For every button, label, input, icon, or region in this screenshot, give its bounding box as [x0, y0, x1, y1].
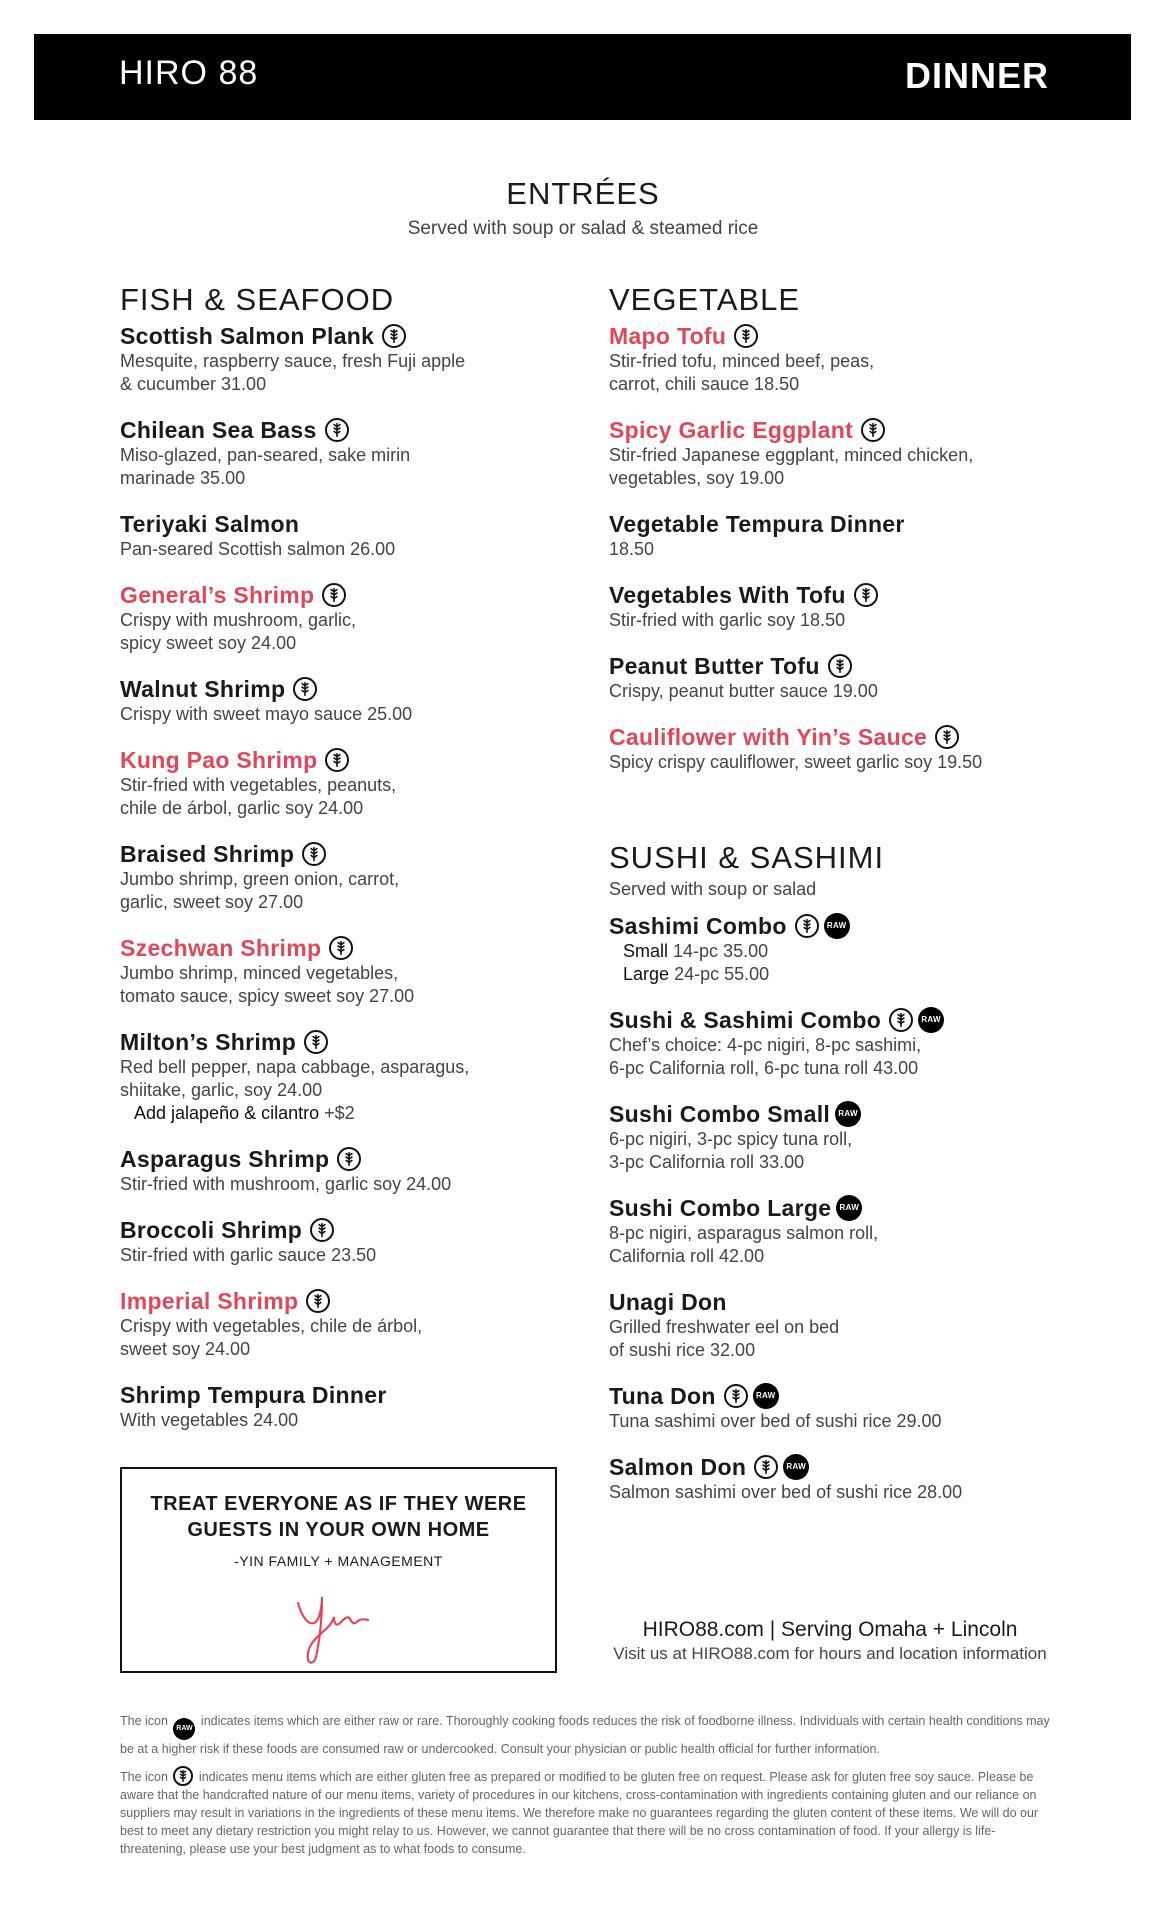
- menu-item: [609, 1194, 1079, 1268]
- gluten-free-icon: [795, 914, 819, 938]
- menu-item-title: Tuna Don: [609, 1383, 716, 1409]
- menu-item-description: 6-pc nigiri, 3-pc spicy tuna roll, 3-pc California roll 33.00: [609, 1129, 853, 1172]
- raw-icon: RAW: [836, 1195, 862, 1221]
- menu-item-title: Braised Shrimp: [120, 841, 295, 867]
- menu-item-title: Mapo Tofu: [609, 323, 727, 349]
- raw-icon: RAW: [753, 1383, 779, 1409]
- menu-item: [120, 510, 590, 561]
- menu-item: [609, 1382, 1079, 1433]
- menu-item-description: Stir-fried with garlic sauce 23.50: [120, 1245, 377, 1265]
- addon-price: +$2: [324, 1103, 355, 1123]
- gluten-free-icon: [382, 324, 406, 348]
- gluten-free-icon: [337, 1147, 361, 1171]
- entrees-subtitle: Served with soup or salad & steamed rice: [407, 218, 759, 239]
- sushi-subtitle: Served with soup or salad: [609, 879, 817, 899]
- menu-item: [609, 723, 1079, 774]
- brand-name: HIRO 88: [119, 54, 259, 92]
- menu-item-name: [609, 1006, 1079, 1034]
- menu-item-description: Stir-fried with mushroom, garlic soy 24.00: [120, 1174, 452, 1194]
- meal-label: DINNER: [904, 55, 1049, 96]
- menu-item-title: Salmon Don: [609, 1454, 747, 1480]
- menu-item-name: [609, 581, 1079, 609]
- menu-item: [609, 912, 1079, 986]
- menu-item: [120, 840, 590, 914]
- menu-item-name: [609, 1194, 1079, 1222]
- menu-item-name: [609, 652, 1079, 680]
- menu-item-title: General’s Shrimp: [120, 582, 315, 608]
- menu-item-title: Sushi & Sashimi Combo: [609, 1007, 882, 1033]
- menu-item-name: [120, 675, 590, 703]
- menu-item-description: Salmon sashimi over bed of sushi rice 28.00: [609, 1482, 963, 1502]
- menu-item-description: Crispy with vegetables, chile de árbol, sweet soy 24.00: [120, 1316, 423, 1359]
- size-label: Small: [623, 941, 669, 961]
- menu-item-title: Sushi Combo Large: [609, 1195, 832, 1221]
- menu-item-name: [120, 1287, 590, 1315]
- gluten-free-icon: [304, 1030, 328, 1054]
- menu-item-description: Tuna sashimi over bed of sushi rice 29.00: [609, 1411, 942, 1431]
- menu-item-name: [609, 912, 1079, 940]
- gluten-free-icon: [302, 842, 326, 866]
- menu-item: [120, 1216, 590, 1267]
- menu-item: [120, 1381, 590, 1432]
- menu-item-name: [609, 1382, 1079, 1410]
- menu-item-description: With vegetables 24.00: [120, 1410, 299, 1430]
- gluten-free-icon: [854, 583, 878, 607]
- gluten-free-icon: [828, 654, 852, 678]
- menu-item-title: Chilean Sea Bass: [120, 417, 317, 443]
- menu-item: [609, 510, 1079, 561]
- menu-item: [609, 1288, 1079, 1362]
- menu-item: [609, 581, 1079, 632]
- menu-item-description: Jumbo shrimp, green onion, carrot, garlic, sweet soy 27.00: [120, 869, 400, 912]
- menu-item-name: [609, 1100, 1079, 1128]
- menu-item-title: Szechwan Shrimp: [120, 935, 322, 961]
- menu-item-name: [609, 1453, 1079, 1481]
- gluten-free-icon: [889, 1008, 913, 1032]
- menu-item: [609, 1006, 1079, 1080]
- menu-item-description: Red bell pepper, napa cabbage, asparagus, shiitake, garlic, soy 24.00: [120, 1057, 470, 1100]
- menu-item-name: [609, 1288, 1079, 1316]
- menu-item-name: [120, 1028, 590, 1056]
- menu-item-name: [120, 840, 590, 868]
- menu-item-name: [120, 322, 590, 350]
- menu-item-title: Walnut Shrimp: [120, 676, 286, 702]
- menu-item: [120, 1028, 590, 1125]
- menu-item-description: 8-pc nigiri, asparagus salmon roll, California roll 42.00: [609, 1223, 879, 1266]
- gluten-free-icon: [325, 748, 349, 772]
- menu-item: [120, 416, 590, 490]
- signature-image: [292, 1587, 372, 1667]
- menu-item-description: Crispy with sweet mayo sauce 25.00: [120, 704, 413, 724]
- menu-item-title: Asparagus Shrimp: [120, 1146, 330, 1172]
- menu-item-description: Crispy, peanut butter sauce 19.00: [609, 681, 878, 701]
- left-column: [120, 282, 590, 1452]
- size-value: 14-pc 35.00: [673, 941, 769, 961]
- menu-item: [120, 675, 590, 726]
- menu-item: [120, 1287, 590, 1361]
- header-bar: [34, 34, 1131, 120]
- gluten-free-icon: [173, 1766, 193, 1786]
- menu-item-title: Milton’s Shrimp: [120, 1029, 297, 1055]
- raw-icon: RAW: [173, 1718, 195, 1740]
- menu-item-name: [120, 746, 590, 774]
- gluten-free-icon: [724, 1384, 748, 1408]
- menu-item: [609, 322, 1079, 396]
- menu-item-title: Teriyaki Salmon: [120, 511, 300, 537]
- gluten-free-icon: [306, 1289, 330, 1313]
- raw-disclaimer: The icon RAW indicates items which are either raw or rare. Thoroughly cooking foods reduces the risk of foodborne illness. Individuals with certain health conditions may be at a higher risk if these foods are consumed raw or undercooked. Consult your physician or public health official for further information.: [120, 1714, 1050, 1756]
- vegetable-list: [609, 322, 1079, 774]
- menu-item-title: Peanut Butter Tofu: [609, 653, 820, 679]
- menu-item-description: Jumbo shrimp, minced vegetables, tomato sauce, spicy sweet soy 27.00: [120, 963, 415, 1006]
- menu-item-title: Vegetable Tempura Dinner: [609, 511, 905, 537]
- gluten-free-icon: [734, 324, 758, 348]
- menu-item-description: Stir-fried tofu, minced beef, peas, carrot, chili sauce 18.50: [609, 351, 875, 394]
- raw-icon: RAW: [783, 1454, 809, 1480]
- menu-item: [609, 416, 1079, 490]
- contact-sub: Visit us at HIRO88.com for hours and location information: [613, 1644, 1047, 1663]
- menu-item-description: Miso-glazed, pan-seared, sake mirin marinade 35.00: [120, 445, 411, 488]
- gluten-free-icon: [329, 936, 353, 960]
- contact-block: [600, 1617, 1060, 1665]
- menu-item-addon: [120, 1102, 590, 1125]
- menu-item-name: [120, 1381, 590, 1409]
- menu-item-name: [120, 1145, 590, 1173]
- menu-item-title: Sashimi Combo: [609, 913, 787, 939]
- menu-item-description: Crispy with mushroom, garlic, spicy sweet soy 24.00: [120, 610, 357, 653]
- gluten-free-icon: [754, 1455, 778, 1479]
- menu-item-name: [609, 723, 1079, 751]
- menu-item-description: Stir-fried with vegetables, peanuts, chile de árbol, garlic soy 24.00: [120, 775, 397, 818]
- menu-item-title: Unagi Don: [609, 1289, 727, 1315]
- menu-item: [609, 1453, 1079, 1504]
- menu-item-title: Sushi Combo Small: [609, 1101, 831, 1127]
- gluten-free-icon: [325, 418, 349, 442]
- menu-item-description: 18.50: [609, 539, 655, 559]
- menu-item-name: [120, 581, 590, 609]
- size-label: Large: [623, 964, 670, 984]
- menu-item-title: Cauliflower with Yin’s Sauce: [609, 724, 928, 750]
- fish-seafood-list: [120, 322, 590, 1432]
- sushi-title: SUSHI & SASHIMI: [609, 840, 885, 875]
- gluten-free-icon: [322, 583, 346, 607]
- menu-item-description: Pan-seared Scottish salmon 26.00: [120, 539, 396, 559]
- menu-item: [120, 746, 590, 820]
- vegetable-title: VEGETABLE: [609, 282, 801, 317]
- menu-item-description: Mesquite, raspberry sauce, fresh Fuji apple & cucumber 31.00: [120, 351, 466, 394]
- quote-text: TREAT EVERYONE AS IF THEY WERE GUESTS IN YOUR OWN HOME: [150, 1493, 527, 1541]
- menu-item: [120, 934, 590, 1008]
- raw-icon: RAW: [835, 1101, 861, 1127]
- menu-item-title: Spicy Garlic Eggplant: [609, 417, 854, 443]
- gluten-free-icon: [861, 418, 885, 442]
- menu-item: [120, 581, 590, 655]
- menu-item: [120, 1145, 590, 1196]
- menu-item: [609, 1100, 1079, 1174]
- disclaimer: [120, 1712, 1050, 1866]
- menu-item-name: [609, 510, 1079, 538]
- raw-icon: RAW: [918, 1007, 944, 1033]
- addon-label: Add jalapeño & cilantro: [134, 1103, 320, 1123]
- menu-item-description: Spicy crispy cauliflower, sweet garlic soy 19.50: [609, 752, 983, 772]
- contact-main: HIRO88.com | Serving Omaha + Lincoln: [642, 1618, 1018, 1641]
- size-value: 24-pc 55.00: [674, 964, 770, 984]
- menu-item-title: Kung Pao Shrimp: [120, 747, 318, 773]
- menu-item-description: Stir-fried with garlic soy 18.50: [609, 610, 846, 630]
- menu-item: [120, 322, 590, 396]
- menu-item-description: Grilled freshwater eel on bed of sushi rice 32.00: [609, 1317, 840, 1360]
- fish-seafood-title: FISH & SEAFOOD: [120, 282, 395, 317]
- menu-item-name: [120, 416, 590, 444]
- quote-author: -YIN FAMILY + MANAGEMENT: [234, 1553, 443, 1569]
- quote-box: [120, 1467, 557, 1673]
- gf-disclaimer: The icon indicates menu items which are either gluten free as prepared or modified to be gluten free on request. Please ask for gluten free soy sauce. Please be aware that the handcrafted nature of our menu items, variety of procedures in our kitchens, cross-contamination with ingredients containing gluten and our reliance on suppliers may result in variations in the ingredients of these menu items. We therefore make no guarantees regarding the gluten content of these items. We will do our best to meet any dietary restriction you might relay to us. However, we cannot guarantee that there will be no cross contamination of food. If your allergy is life-threatening, please use your best judgment as to what foods to consume.: [120, 1766, 1050, 1858]
- gluten-free-icon: [935, 725, 959, 749]
- menu-item-title: Scottish Salmon Plank: [120, 323, 375, 349]
- menu-item-description: Stir-fried Japanese eggplant, minced chicken, vegetables, soy 19.00: [609, 445, 974, 488]
- menu-item-size: [609, 963, 1079, 986]
- menu-item-size: [609, 940, 1079, 963]
- menu-item-title: Broccoli Shrimp: [120, 1217, 303, 1243]
- menu-item-title: Shrimp Tempura Dinner: [120, 1382, 387, 1408]
- menu-item-title: Imperial Shrimp: [120, 1288, 299, 1314]
- menu-item-name: [609, 322, 1079, 350]
- menu-item-name: [609, 416, 1079, 444]
- raw-icon: RAW: [824, 913, 850, 939]
- entrees-title: ENTRÉES: [506, 176, 660, 211]
- menu-item-title: Vegetables With Tofu: [609, 582, 846, 608]
- menu-item-name: [120, 934, 590, 962]
- gluten-free-icon: [310, 1218, 334, 1242]
- menu-item: [609, 652, 1079, 703]
- menu-item-name: [120, 510, 590, 538]
- menu-item-description: Chef’s choice: 4-pc nigiri, 8-pc sashimi, 6-pc California roll, 6-pc tuna roll 43.00: [609, 1035, 922, 1078]
- gluten-free-icon: [293, 677, 317, 701]
- sushi-list: [609, 912, 1079, 1504]
- right-column: [609, 282, 1079, 1524]
- menu-item-name: [120, 1216, 590, 1244]
